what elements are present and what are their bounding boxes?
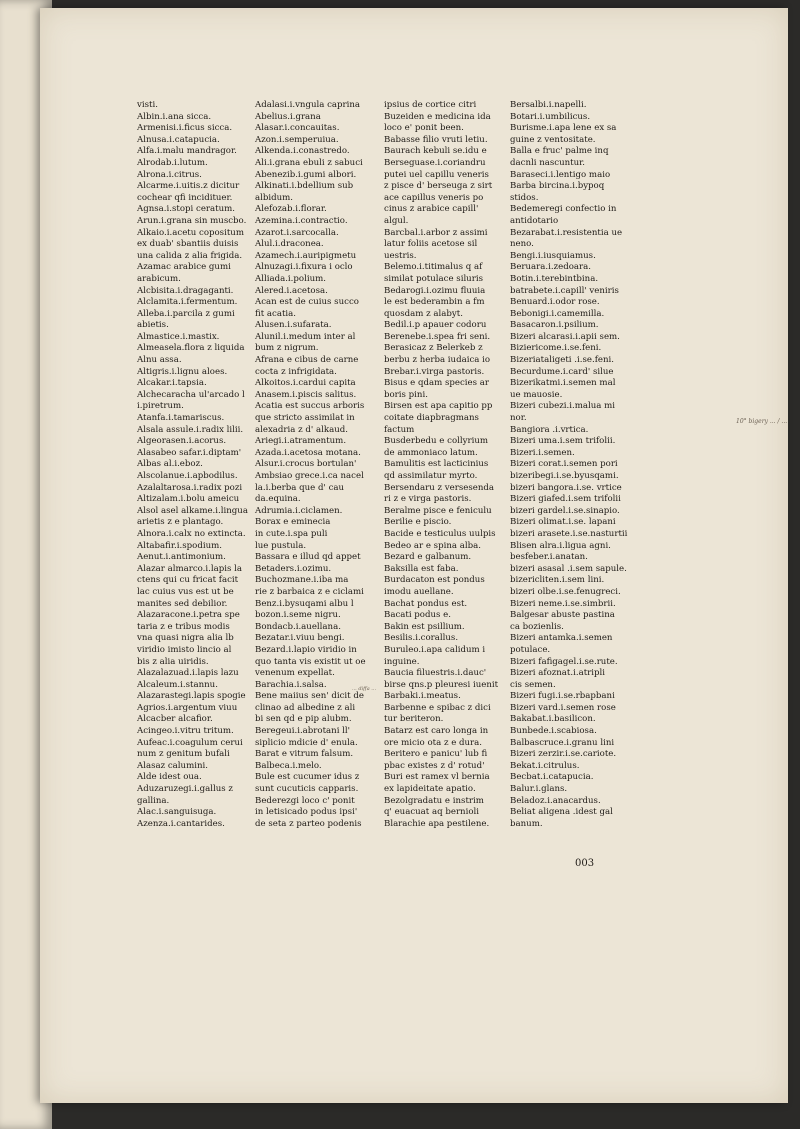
- text-line: cocta z infrigidata.: [255, 366, 337, 377]
- text-line: Bedil.i.p apauer codoru: [384, 320, 487, 331]
- margin-annotation-mid: ... diffa ...: [352, 686, 377, 692]
- text-line: Alkaio.i.acetu copositum: [137, 227, 244, 238]
- text-line: Azemina.i.contractio.: [255, 215, 348, 226]
- text-line: Altabafir.i.spodium.: [137, 540, 223, 551]
- text-line: siplicio mdicie d' enula.: [255, 737, 358, 748]
- text-line: Babasse filio vruti letiu.: [384, 134, 488, 145]
- text-line: uestris.: [384, 250, 417, 261]
- text-line: quo tanta vis existit ut oe: [255, 656, 366, 667]
- text-line: Barachia.i.salsa.: [255, 679, 327, 690]
- text-line: berbu z herba iudaica io: [384, 355, 491, 366]
- text-line: Alrodab.i.lutum.: [137, 157, 208, 168]
- text-line: Alcarme.i.uitis.z dicitur: [137, 181, 240, 192]
- text-line: Burdacaton est pondus: [384, 575, 485, 586]
- text-line: Alnusa.i.catapucia.: [137, 134, 220, 145]
- text-line: Ariegi.i.atramentum.: [255, 436, 347, 447]
- text-line: Bachat pondus est.: [384, 598, 468, 609]
- text-line: Alkoitos.i.cardui capita: [255, 378, 356, 389]
- text-line: putei uel capillu veneris: [384, 169, 489, 180]
- text-line: boris pini.: [384, 389, 428, 400]
- text-line: Bassara e illud qd appet: [255, 552, 361, 563]
- text-line: Albin.i.ana sicca.: [137, 111, 212, 122]
- text-line: Bizeri neme.i.se.simbrii.: [510, 598, 616, 609]
- text-line: Baraseci.i.lentigo maio: [510, 169, 611, 180]
- text-line: Baucia filuestris.i.dauc': [384, 668, 487, 679]
- text-line: Alac.i.sanguisuga.: [137, 807, 217, 818]
- text-line: que stricto assimilat in: [255, 413, 355, 424]
- text-line: ipsius de cortice citri: [384, 100, 477, 110]
- text-line: Bengi.i.iusquiamus.: [510, 250, 596, 261]
- text-line: rie z barbaica z e ciclami: [255, 586, 364, 597]
- text-line: Almastice.i.mastix.: [137, 331, 220, 342]
- text-line: Bakin est psillium.: [384, 621, 465, 632]
- text-line: pbac existes z d' rotud': [384, 760, 485, 771]
- text-line: q' euacuat aq bernioli: [384, 807, 480, 818]
- text-line: Belemo.i.titimalus q af: [384, 262, 483, 273]
- text-line: Alrona.i.citrus.: [137, 169, 202, 180]
- text-line: bozon.i.seme nigru.: [255, 610, 341, 621]
- text-line: Botari.i.umbilicus.: [510, 111, 591, 122]
- text-line: Barcbal.i.arbor z assimi: [384, 227, 488, 238]
- text-line: Alleba.i.parcila z gumi: [137, 308, 235, 319]
- text-line: Birsen est apa capitio pp: [384, 401, 493, 412]
- text-line: Acan est de cuius succo: [255, 297, 359, 308]
- text-line: Busderbedu e collyrium: [384, 436, 489, 447]
- text-line: Alsala assule.i.radix lilii.: [137, 424, 244, 435]
- text-line: similat potulace siluris: [384, 273, 483, 284]
- text-line: Alnuzagi.i.fixura i oclo: [255, 262, 353, 273]
- text-line: Bacide e testiculus uulpis: [384, 528, 496, 539]
- text-line: Altigris.i.lignu aloes.: [137, 366, 228, 377]
- text-line: Balur.i.glans.: [510, 784, 568, 795]
- text-line: ore micio ota z e dura.: [384, 737, 483, 748]
- text-line: venenum expellat.: [255, 668, 335, 679]
- text-line: Alcacber alcafior.: [137, 714, 213, 725]
- text-line: viridio imisto lincio al: [137, 644, 232, 655]
- text-line: Azada.i.acetosa motana.: [255, 447, 361, 458]
- text-line: Biziericome.i.se.feni.: [510, 343, 602, 354]
- text-line: fit acatia.: [255, 308, 297, 319]
- margin-annotation-right: 10° bigery ... / ...: [736, 418, 788, 425]
- text-line: Alul.i.draconea.: [255, 239, 324, 250]
- text-line: Albas al.i.eboz.: [137, 459, 203, 470]
- text-line: Arun.i.grana sin muscbo.: [137, 215, 247, 226]
- text-line: bi sen qd e pip alubm.: [255, 714, 352, 725]
- text-line: Alasaz calumini.: [137, 760, 209, 771]
- text-line: Alcakar.i.tapsia.: [137, 378, 207, 389]
- text-line: besfeber.i.anatan.: [510, 552, 588, 563]
- text-line: Anasem.i.piscis salitus.: [255, 389, 357, 400]
- text-line: Bizeri cubezi.i.malua mi: [510, 401, 615, 412]
- text-line: Bizeri fugi.i.se.rbapbani: [510, 691, 615, 702]
- text-line: Alscolanue.i.apbodilus.: [137, 471, 238, 481]
- text-line: Alfa.i.malu mandragor.: [137, 146, 237, 157]
- text-line: in cute.i.spa puli: [255, 528, 328, 539]
- folio-number: 003: [575, 858, 595, 869]
- text-line: Burisme.i.apa lene ex sa: [510, 123, 617, 134]
- text-line: Alchecaracha ul'arcado l: [137, 389, 245, 400]
- text-line: cis semen.: [510, 679, 556, 690]
- text-line: Beruara.i.zedoara.: [510, 262, 591, 273]
- text-line: Berenebe.i.spea fri seni.: [384, 331, 491, 342]
- text-line: arietis z e plantago.: [137, 517, 224, 528]
- text-line: Aduzaruzegi.i.gallus z: [137, 784, 233, 795]
- text-line: bizeri gardel.i.se.sinapio.: [510, 505, 620, 516]
- text-line: Atanfa.i.tamariscus.: [137, 413, 225, 424]
- text-line: clinao ad albedine z ali: [255, 702, 356, 713]
- text-line: qd assimilatur myrto.: [384, 471, 478, 481]
- text-line: Bizeri olimat.i.se. lapani: [510, 517, 616, 528]
- text-line: sunt cucuticis capparis.: [255, 784, 359, 795]
- text-line: Beritero e panicu' lub fi: [384, 749, 488, 760]
- text-line: Benuard.i.odor rose.: [510, 297, 600, 308]
- text-line: bum z nigrum.: [255, 343, 319, 354]
- text-line: Batarz est caro longa in: [384, 726, 489, 737]
- text-line: Bizeri.i.semen.: [510, 447, 575, 458]
- text-line: Alefozab.i.florar.: [255, 204, 327, 215]
- text-line: dacnli nascuntur.: [510, 157, 586, 168]
- text-line: factum: [384, 424, 415, 435]
- text-line: in letisicado podus ipsi': [255, 807, 358, 818]
- text-line: arabicum.: [137, 273, 181, 284]
- text-line: Brebar.i.virga pastoris.: [384, 366, 485, 377]
- text-line: Alsol asel alkame.i.lingua: [137, 505, 248, 516]
- text-line: guine z ventositate.: [510, 134, 596, 145]
- text-line: ace capillus veneris po: [384, 192, 484, 203]
- text-line: Bezatar.i.viuu bengi.: [255, 633, 345, 644]
- text-line: ex lapideitate apatio.: [384, 784, 476, 795]
- text-line: Bebonigi.i.camemilla.: [510, 308, 605, 319]
- text-line: Botin.i.terebintbina.: [510, 273, 599, 284]
- text-line: Berseguase.i.coriandru: [384, 157, 486, 168]
- text-line: alexadria z d' alkaud.: [255, 424, 348, 435]
- text-line: Bondacb.i.auellana.: [255, 621, 341, 632]
- text-line: nor.: [510, 413, 527, 424]
- text-line: batrabete.i.capill' veniris: [510, 285, 619, 296]
- text-line: Bizeri vard.i.semen rose: [510, 702, 616, 713]
- text-line: Alkinati.i.bdellium sub: [255, 181, 354, 192]
- text-line: Alclamita.i.fermentum.: [137, 297, 238, 308]
- text-line: Adalasi.i.vngula caprina: [255, 100, 361, 110]
- text-line: visti.: [137, 100, 158, 110]
- text-line: Bizeri afoznat.i.atripli: [510, 668, 606, 679]
- text-line: Algeorasen.i.acorus.: [137, 436, 227, 447]
- text-line: Bekat.i.citrulus.: [510, 760, 580, 771]
- text-line: Bederezgi loco c' ponit: [255, 795, 355, 806]
- text-line: Bene maiius sen' dicit de: [255, 691, 364, 702]
- text-line: quosdam z alabyt.: [384, 308, 463, 319]
- text-line: lac cuius vus est ut be: [137, 586, 234, 597]
- text-line: neno.: [510, 239, 534, 250]
- text-line: Bizeri alcarasi.i.apii sem.: [510, 331, 620, 342]
- text-column-2: [255, 100, 385, 830]
- text-line: Armenisi.i.ficus sicca.: [137, 123, 233, 134]
- text-line: num z genitum bufali: [137, 749, 230, 760]
- text-line: Bedarogi.i.ozimu fluuia: [384, 285, 486, 296]
- text-line: Abelius.i.grana: [255, 111, 321, 122]
- text-line: bis z alia uiridis.: [137, 656, 209, 667]
- text-line: ri z e virga pastoris.: [384, 494, 472, 505]
- text-line: Alered.i.acetosa.: [255, 285, 328, 296]
- text-line: Bangiora .i.vrtica.: [510, 424, 589, 435]
- text-line: Bezarabat.i.resistentia ue: [510, 227, 623, 238]
- text-line: Alazarastegi.lapis spogie: [137, 691, 246, 702]
- text-column-3: [384, 100, 512, 830]
- text-line: antidotario: [510, 215, 559, 226]
- text-line: Besilis.i.corallus.: [384, 633, 459, 644]
- text-line: cinus z arabice capill': [384, 204, 479, 215]
- text-line: Becurdume.i.card' silue: [510, 366, 614, 377]
- text-line: Alnu assa.: [137, 355, 182, 366]
- text-line: Azenza.i.cantarides.: [137, 818, 225, 829]
- text-line: de ammoniaco latum.: [384, 447, 478, 458]
- text-line: Ali.i.grana ebuli z sabuci: [255, 157, 363, 168]
- text-line: Barat e vitrum falsum.: [255, 749, 354, 760]
- text-line: Acatia est succus arboris: [255, 401, 365, 412]
- text-line: Blarachie apa pestilene.: [384, 818, 490, 829]
- text-column-4: [510, 100, 630, 830]
- text-line: Afrana e cibus de carne: [255, 355, 359, 366]
- text-line: Acingeo.i.vitru tritum.: [137, 726, 234, 737]
- text-line: Azamech.i.auripigmetu: [255, 250, 357, 261]
- text-line: i.piretrum.: [137, 401, 184, 412]
- text-line: lue pustula.: [255, 540, 307, 551]
- text-line: de seta z parteo podenis: [255, 818, 362, 829]
- text-line: Beralme pisce e feniculu: [384, 505, 492, 516]
- text-line: Ambsiao grece.i.ca nacel: [255, 471, 364, 481]
- text-line: Bizeri zerzir.i.se.cariote.: [510, 749, 617, 760]
- text-line: Buri est ramex vl bernia: [384, 772, 490, 783]
- text-line: tur beriteron.: [384, 714, 444, 725]
- text-line: Berilie e piscio.: [384, 517, 452, 528]
- text-line: Agrios.i.argentum viuu: [137, 702, 238, 713]
- text-line: Alcbisita.i.dragaganti.: [137, 285, 234, 296]
- text-line: Bezolgradatu e instrim: [384, 795, 484, 806]
- text-line: Bunbede.i.scabiosa.: [510, 726, 597, 737]
- text-line: Bersendaru z versesenda: [384, 482, 494, 493]
- text-line: Baksilla est faba.: [384, 563, 459, 574]
- text-line: Blisen alra.i.ligua agni.: [510, 540, 611, 551]
- text-line: Alliada.i.polium.: [255, 273, 326, 284]
- text-line: Bersalbi.i.napelli.: [510, 100, 587, 110]
- text-line: Bizeriataligeti .i.se.feni.: [510, 355, 614, 366]
- text-line: Berasicaz z Belerkeb z: [384, 343, 483, 354]
- manuscript-page: [40, 8, 788, 1103]
- text-line: Adrumia.i.ciclamen.: [255, 505, 343, 516]
- text-line: bizericliten.i.sem lini.: [510, 575, 605, 586]
- text-line: Alazaracone.i.petra spe: [137, 610, 240, 621]
- text-line: ue mauosie.: [510, 389, 563, 400]
- text-line: stidos.: [510, 192, 539, 203]
- text-line: Aufeac.i.coagulum cerui: [137, 737, 243, 748]
- text-line: Balla e fruc' palme inq: [510, 146, 609, 157]
- text-line: Alnora.i.calx no extincta.: [137, 528, 246, 539]
- text-line: Bezard e galbanum.: [384, 552, 472, 563]
- text-line: bizeribegi.i.se.byusqami.: [510, 471, 619, 481]
- text-line: Buruleo.i.apa calidum i: [384, 644, 486, 655]
- text-line: taria z e tribus modis: [137, 621, 230, 632]
- text-line: Alasabeo safar.i.diptam': [137, 447, 242, 458]
- text-line: Bedeo ar e spina alba.: [384, 540, 481, 551]
- text-line: Bizeri corat.i.semen pori: [510, 459, 618, 470]
- text-line: potulace.: [510, 644, 551, 655]
- text-line: ca bozienlis.: [510, 621, 564, 632]
- text-line: Bezard.i.lapio viridio in: [255, 644, 357, 655]
- text-line: bizeri arasete.i.se.nasturtii: [510, 528, 628, 539]
- text-line: bizeri bangora.i.se. vrtice: [510, 482, 622, 493]
- text-line: Bakabat.i.basilicon.: [510, 714, 596, 725]
- text-line: imodu auellane.: [384, 586, 454, 597]
- text-line: Alusen.i.sufarata.: [255, 320, 332, 331]
- text-line: Bamulitis est lacticinius: [384, 459, 489, 470]
- text-line: Bizerikatmi.i.semen mal: [510, 378, 616, 389]
- text-line: ex duab' sbantiis duisis: [137, 239, 239, 250]
- text-line: Betaders.i.ozimu.: [255, 563, 332, 574]
- text-line: Agnsa.i.stopi ceratum.: [137, 204, 236, 215]
- text-line: manites sed debilior.: [137, 598, 228, 609]
- text-line: abietis.: [137, 320, 169, 331]
- text-line: Alazalazuad.i.lapis lazu: [137, 668, 239, 679]
- text-line: Becbat.i.catapucia.: [510, 772, 594, 783]
- text-line: la.i.berba que d' cau: [255, 482, 345, 493]
- text-line: albidum.: [255, 192, 294, 203]
- text-line: vna quasi nigra alia lb: [137, 633, 234, 644]
- text-line: Buchozmane.i.iba ma: [255, 575, 349, 586]
- text-line: Azon.i.semperuiua.: [255, 134, 339, 145]
- text-line: Alsur.i.crocus bortulan': [255, 459, 357, 470]
- text-line: Bizeri fafigagel.i.se.rute.: [510, 656, 618, 667]
- text-line: Aenut.i.antimonium.: [137, 552, 226, 563]
- text-line: Benz.i.bysuqami albu l: [255, 598, 354, 609]
- text-line: Alde idest oua.: [137, 772, 202, 783]
- text-line: Alazar almarco.i.lapis la: [137, 563, 243, 574]
- text-line: Almeasela.flora z liquida: [137, 343, 245, 354]
- text-line: Beregeui.i.abrotani ll': [255, 726, 351, 737]
- text-line: Alasar.i.concauitas.: [255, 123, 340, 134]
- text-line: Buzeiden e medicina ida: [384, 111, 491, 122]
- text-line: da.equina.: [255, 494, 301, 505]
- text-line: Bizeri giafed.i.sem trifolii: [510, 494, 621, 505]
- text-line: Beliat aligena .idest gal: [510, 807, 613, 818]
- text-line: latur foliis acetose sil: [384, 239, 478, 250]
- text-line: Azarot.i.sarcocalla.: [255, 227, 339, 238]
- text-line: Balbeca.i.melo.: [255, 760, 322, 771]
- text-line: Azamac arabice gumi: [137, 262, 231, 273]
- text-line: Bule est cucumer idus z: [255, 772, 360, 783]
- text-line: z pisce d' berseuga z sirt: [384, 181, 493, 192]
- text-line: Alcaleum.i.stannu.: [137, 679, 218, 690]
- text-line: Basacaron.i.psilium.: [510, 320, 599, 331]
- text-line: algul.: [384, 215, 409, 226]
- text-line: Baurach kebuli se.idu e: [384, 146, 487, 157]
- text-line: banum.: [510, 818, 543, 829]
- text-line: Alkenda.i.conastredo.: [255, 146, 350, 157]
- text-line: Bedemeregi confectio in: [510, 204, 617, 215]
- text-line: Balbascruce.i.granu lini: [510, 737, 615, 748]
- text-line: Bacati podus e.: [384, 610, 451, 621]
- text-line: Bisus e qdam species ar: [384, 378, 489, 389]
- text-column-1: [137, 100, 255, 830]
- text-line: Balgesar abuste pastina: [510, 610, 615, 621]
- text-line: Bizeri antamka.i.semen: [510, 633, 613, 644]
- text-line: birse qns.p pleuresi iuenit: [384, 679, 499, 690]
- text-line: coitate diapbragmans: [384, 413, 479, 424]
- text-line: bizeri asasal .i.sem sapule.: [510, 563, 627, 574]
- text-line: Bizeri uma.i.sem trifolii.: [510, 436, 616, 447]
- text-line: Barba bircina.i.bypoq: [510, 181, 605, 192]
- text-line: le est bederambin a fm: [384, 297, 485, 308]
- text-line: loco e' ponit been.: [384, 123, 464, 134]
- text-line: inguine.: [384, 656, 420, 667]
- text-line: Altizalam.i.bolu ameicu: [137, 494, 240, 505]
- text-line: una calida z alia frigida.: [137, 250, 243, 261]
- text-line: Beladoz.i.anacardus.: [510, 795, 601, 806]
- text-line: gallina.: [137, 795, 170, 806]
- text-line: cochear qfi incidituer.: [137, 192, 233, 203]
- text-line: Barbaki.i.meatus.: [384, 691, 461, 702]
- text-line: Abenezib.i.gumi albori.: [255, 169, 357, 180]
- text-line: bizeri olbe.i.se.fenugreci.: [510, 586, 621, 597]
- text-line: Borax e eminecia: [255, 517, 331, 528]
- text-line: Alunil.i.medum inter al: [255, 331, 356, 342]
- text-line: ctens qui cu fricat facit: [137, 575, 239, 586]
- text-line: Azalaltarosa.i.radix pozi: [137, 482, 243, 493]
- text-line: Barbenne e spibac z dici: [384, 702, 491, 713]
